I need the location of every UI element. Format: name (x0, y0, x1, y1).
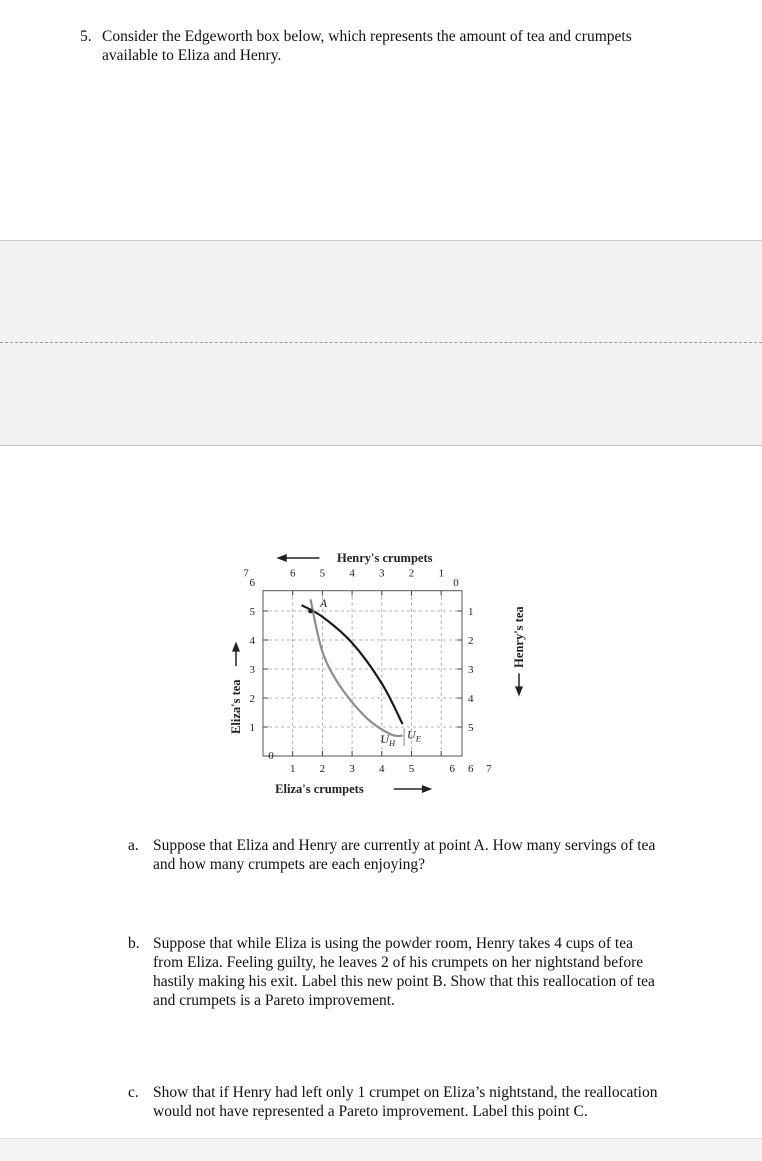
question-5 (80, 27, 720, 65)
tick-label-top: 6 (289, 567, 296, 580)
part-a-line-2: and how many crumpets are each enjoying? (153, 856, 426, 873)
henry-crumpets-arrowhead (276, 554, 286, 562)
tick-label-bottom: 1 (289, 763, 296, 775)
question-line-2: available to Eliza and Henry. (102, 47, 282, 64)
tick-label-left: 2 (249, 693, 255, 705)
tick-label-right: 5 (467, 722, 474, 734)
point-a-label: A (320, 598, 328, 610)
tick-label-left: 3 (249, 664, 255, 676)
tick-label-left: 1 (249, 722, 255, 734)
henry-tea-title: Henry's tea (512, 606, 526, 668)
part-c-line-1: Show that if Henry had left only 1 crumpet on Eliza’s nightstand, the reallocation (153, 1084, 658, 1101)
curve-label-uh: $U_H$ (380, 731, 396, 748)
henry-tea-arrowhead (515, 686, 523, 696)
point-a (308, 609, 313, 614)
part-b-line-2: from Eliza. Feeling guilty, he leaves 2 of his crumpets on her nightstand before (153, 954, 644, 971)
tick-label-top: 4 (349, 567, 355, 580)
part-c-label: c. (128, 1084, 139, 1101)
tick-label-left: 6 (249, 577, 255, 589)
question-number: 5. (80, 28, 92, 45)
eliza-crumpets-title: Eliza's crumpets (275, 782, 364, 796)
edgeworth-box-svg (228, 540, 538, 820)
tick-label-top: 2 (408, 567, 415, 580)
tick-label-right: 4 (467, 693, 474, 705)
part-a (128, 836, 708, 874)
edgeworth-box-figure (228, 540, 538, 820)
page-break-area (0, 240, 762, 446)
tick-label-bottom: 0 (268, 750, 274, 762)
tick-label-top: 1 (438, 567, 444, 580)
tick-label-top: 7 (243, 567, 249, 580)
tick-label-bottom: 3 (349, 763, 355, 775)
part-b-line-4: and crumpets is a Pareto improvement. (153, 992, 395, 1009)
eliza-crumpets-arrowhead (422, 785, 432, 793)
tick-label-right: 6 (467, 763, 474, 775)
part-a-label: a. (128, 837, 139, 854)
tick-label-right: 2 (467, 635, 474, 647)
tick-label-bottom: 5 (408, 763, 415, 775)
tick-label-top: 0 (453, 577, 459, 589)
page-break-dashed-line (0, 342, 762, 343)
part-b (128, 934, 708, 1010)
eliza-tea-arrowhead (232, 641, 240, 651)
indifference-curve-u-h (311, 599, 403, 736)
tick-label-bottom: 2 (319, 763, 326, 775)
tick-label-top: 5 (319, 567, 326, 580)
eliza-tea-title: Eliza's tea (229, 679, 243, 734)
part-c-line-2: would not have represented a Pareto improvement. Label this point C. (153, 1103, 588, 1120)
tick-label-left: 5 (249, 606, 255, 618)
tick-label-left: 4 (249, 635, 255, 647)
question-line-1: 5. Consider the Edgeworth box below, which represents the amount of tea and crumpets (80, 28, 632, 45)
tick-label-bottom: 6 (449, 763, 455, 775)
tick-label-bottom: 7 (486, 763, 492, 775)
tick-label-bottom: 4 (379, 763, 385, 775)
part-c (128, 1083, 718, 1121)
bottom-page-strip (0, 1138, 762, 1161)
tick-label-right: 3 (467, 664, 474, 676)
part-a-line-1: Suppose that Eliza and Henry are currently at point A. How many servings of tea (153, 837, 656, 854)
tick-label-top: 3 (379, 567, 385, 580)
tick-label-right: 1 (467, 606, 474, 618)
part-b-label: b. (128, 935, 140, 952)
part-b-line-3: hastily making his exit. Label this new point B. Show that this reallocation of tea (153, 973, 655, 990)
curve-label-ue: $U_E$ (407, 727, 421, 744)
part-b-line-1: Suppose that while Eliza is using the powder room, Henry takes 4 cups of tea (153, 935, 633, 952)
henry-crumpets-title: Henry's crumpets (337, 551, 433, 565)
